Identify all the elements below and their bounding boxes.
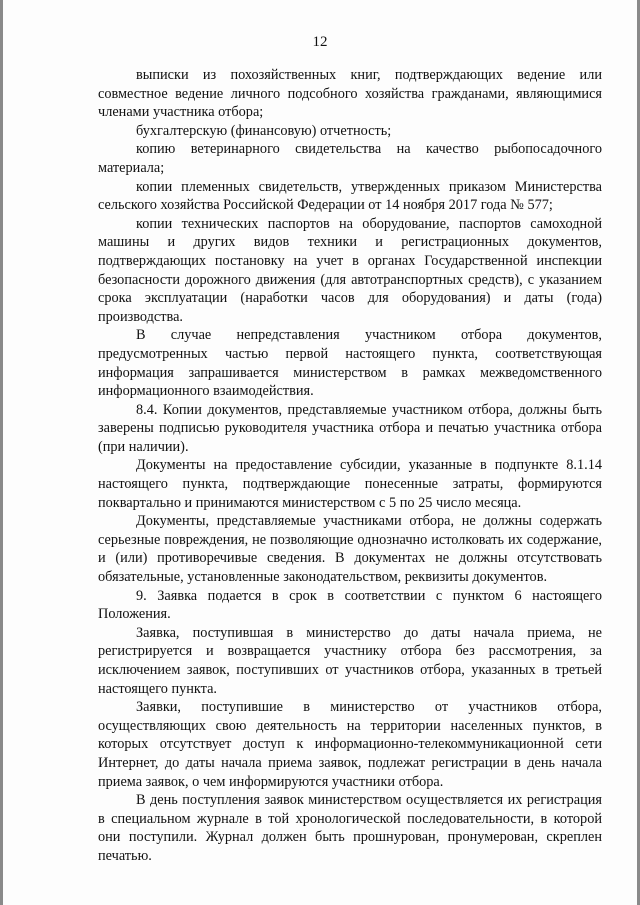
paragraph: копии племенных свидетельств, утвержденных приказом Министерства сельского хозяйства Российской Федерации от 14 ноября 2017 года № 577; [98,178,602,214]
document-body [98,66,602,866]
paragraph: В случае непредставления участником отбора документов, предусмотренных частью первой настоящего пункта, соответствующая информация запрашивается министерством в рамках межведомственного информационного взаимодействия. [98,327,602,400]
paragraph: копии технических паспортов на оборудование, паспортов самоходной машины и других видов техники и регистрационных документов, подтверждающих постановку на учет в органах Государственной инспекции безопасности дорожного движения (для автотранспортных средств), с указанием срока эксплуатации (наработки часов для оборудования) и даты (года) производства. [98,215,602,325]
paragraph: Документы, представляемые участниками отбора, не должны содержать серьезные повреждения, не позволяющие однозначно истолковать их содержание, и (или) противоречивые сведения. В документах не должны отсутствовать обязательные, установленные законодательством, реквизиты документов. [98,513,602,586]
paragraph: В день поступления заявок министерством осуществляется их регистрация в специальном журнале в той хронологической последовательности, в которой они поступили. Журнал должен быть прошнурован, пронумерован, скреплен печатью. [98,792,602,864]
paragraph: Документы на предоставление субсидии, указанные в подпункте 8.1.14 настоящего пункта, подтверждающие понесенные затраты, формируются поквартально и принимаются министерством с 5 по 25 число месяца. [98,457,602,511]
paragraph: 9. Заявка подается в срок в соответствии с пунктом 6 настоящего Положения. [98,587,602,623]
paragraph: 8.4. Копии документов, представляемые участником отбора, должны быть заверены подписью руководителя участника отбора и печатью участника отбора (при наличии). [98,401,602,455]
paragraph: бухгалтерскую (финансовую) отчетность; [136,122,392,139]
paragraph: копию ветеринарного свидетельства на качество рыбопосадочного материала; [98,141,602,176]
paragraph: выписки из похозяйственных книг, подтверждающих ведение или совместное ведение личного подсобного хозяйства гражданами, являющимися членами участника отбора; [98,67,602,121]
paragraph: Заявка, поступившая в министерство до даты начала приема, не регистрируется и возвращается участнику отбора без рассмотрения, за исключением заявок, поступивших от участников отбора, указанных в третьей настоящего пункта. [98,624,602,697]
paragraph: Заявки, поступившие в министерство от участников отбора, осуществляющих свою деятельность на территории населенных пунктов, в которых отсутствует доступ к информационно-телекоммуникационной сети Интернет, до даты начала приема заявок, подлежат регистрации в день начала приема заявок, о чем информируются участники отбора. [98,699,602,790]
page-number: 12 [312,34,328,50]
